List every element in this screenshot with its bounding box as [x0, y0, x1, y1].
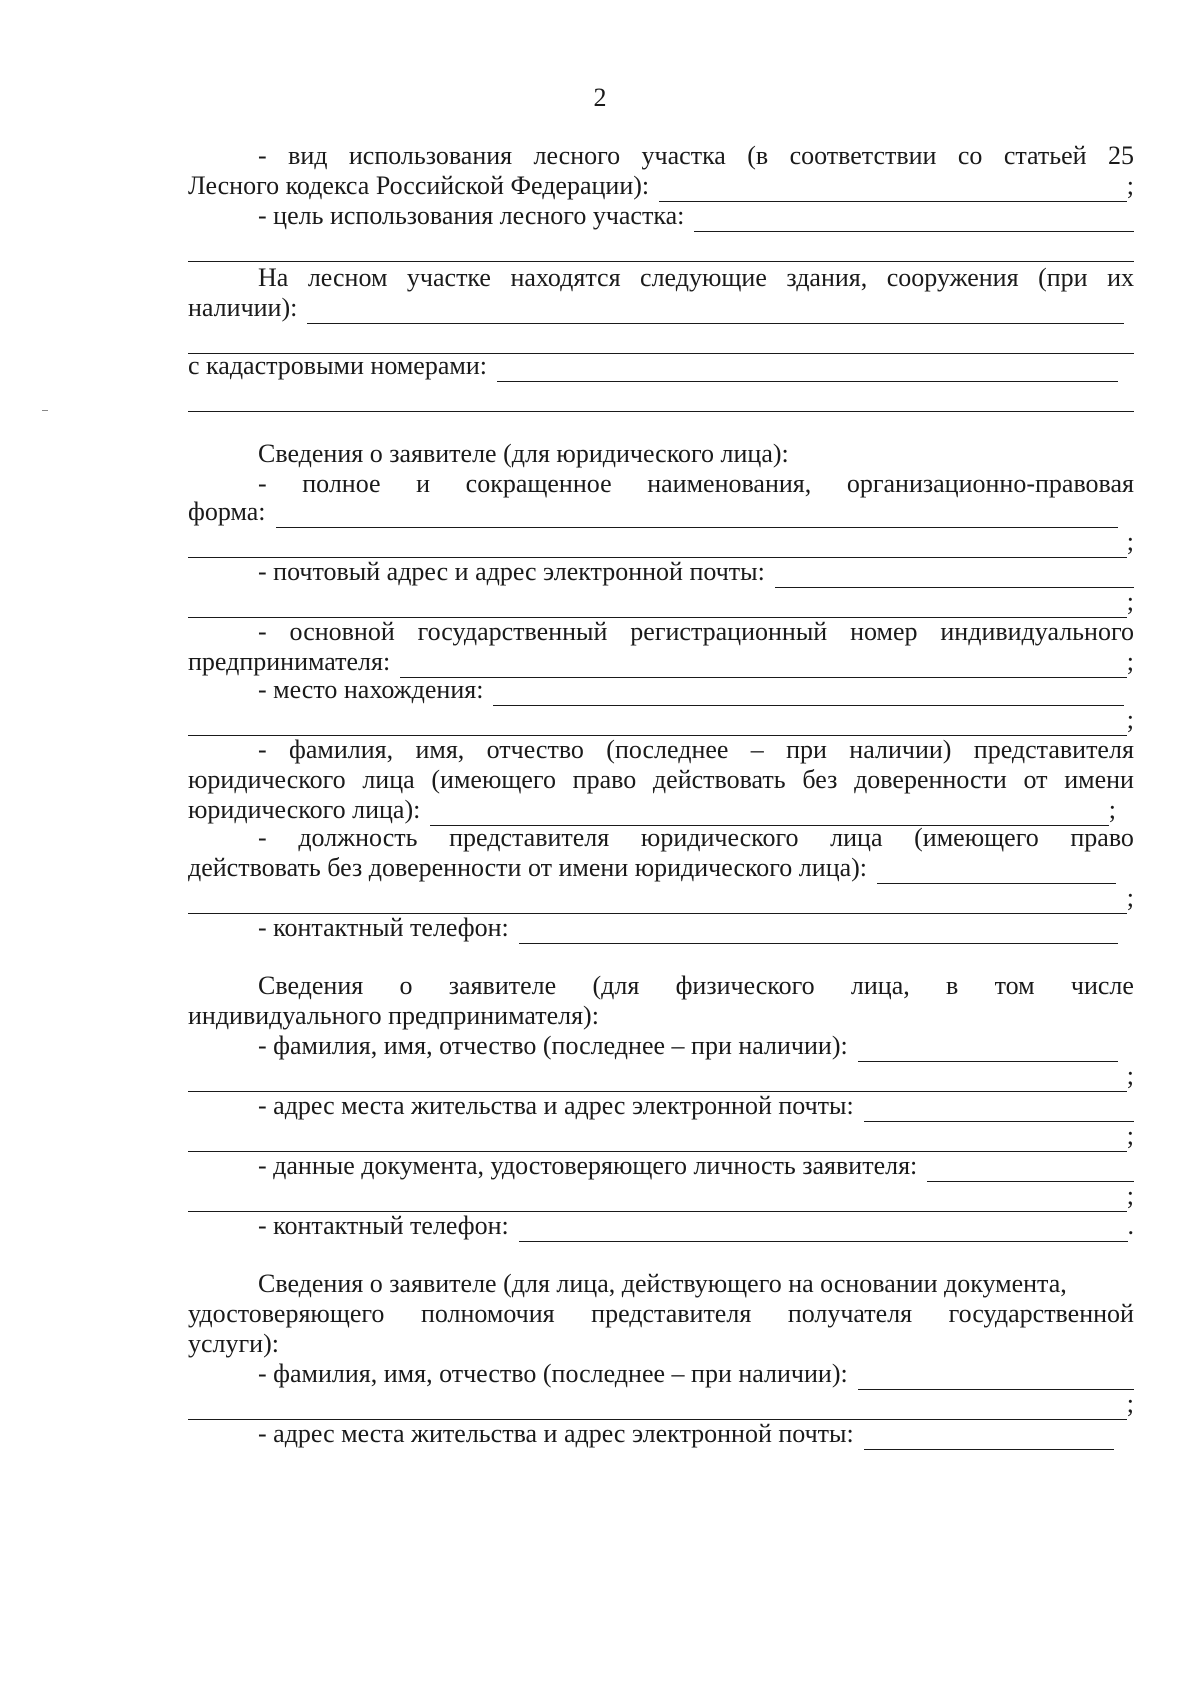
- label-cadastral: с кадастровыми номерами:: [188, 351, 487, 380]
- line-identity-doc: [188, 1150, 1134, 1182]
- line-forest-code: [188, 170, 1134, 202]
- label-entrepreneur: предпринимателя:: [188, 647, 391, 676]
- scan-mark: [42, 410, 48, 411]
- label-address-representative: - адрес места жительства и адрес электронной почты:: [258, 1419, 854, 1448]
- label-legal-entity: юридического лица):: [188, 795, 421, 824]
- field-location[interactable]: [493, 682, 1124, 706]
- semicolon: ;: [1126, 171, 1134, 200]
- semicolon: ;: [1126, 1181, 1134, 1210]
- word: (при: [1038, 263, 1088, 292]
- word: имя,: [415, 735, 465, 764]
- word: юридического: [640, 823, 799, 852]
- word: получателя: [787, 1299, 913, 1328]
- word: наименования,: [647, 469, 812, 498]
- page-number: 2: [593, 83, 607, 112]
- field-identity-doc[interactable]: [927, 1158, 1134, 1182]
- field-position[interactable]: [877, 860, 1116, 884]
- heading-representative: Сведения о заявителе (для лица, действующего на основании документа,: [258, 1269, 1067, 1298]
- word: их: [1107, 263, 1134, 292]
- word: представителя: [973, 735, 1134, 764]
- word: государственной: [948, 1299, 1134, 1328]
- field-address-individual[interactable]: [864, 1098, 1134, 1122]
- word: заявителе: [448, 971, 557, 1000]
- word: (имеющего: [914, 823, 1039, 852]
- field-address-representative[interactable]: [864, 1426, 1114, 1450]
- field-fio-representative-cont[interactable]: [188, 1396, 1127, 1420]
- label-services: услуги):: [188, 1329, 279, 1358]
- line-address-representative: [188, 1418, 1134, 1450]
- label-phone-individual: - контактный телефон:: [258, 1211, 509, 1240]
- word: лица,: [850, 971, 910, 1000]
- label-form: форма:: [188, 497, 266, 526]
- line-blank: [188, 882, 1134, 914]
- label-fio-individual: - фамилия, имя, отчество (последнее – при наличии):: [258, 1031, 848, 1060]
- word: 25: [1107, 141, 1134, 170]
- semicolon: ;: [1126, 527, 1134, 556]
- field-position-cont[interactable]: [188, 890, 1127, 914]
- word: со: [957, 141, 983, 170]
- field-phone-individual[interactable]: [519, 1218, 1128, 1242]
- line-phone-legal: [188, 912, 1134, 944]
- field-fio-individual-cont[interactable]: [188, 1068, 1127, 1092]
- line-land-use-purpose: [188, 200, 1134, 232]
- semicolon: ;: [1126, 1389, 1134, 1418]
- line-representative-auth: [188, 1298, 1134, 1330]
- label-postal: - почтовый адрес и адрес электронной почты:: [258, 557, 765, 586]
- line-form: [188, 496, 1134, 528]
- line-ogrnip: [188, 616, 1134, 648]
- line-location: [188, 674, 1134, 706]
- word: (в: [747, 141, 769, 170]
- line-buildings: [188, 292, 1134, 324]
- field-identity-doc-cont[interactable]: [188, 1188, 1127, 1212]
- field-land-use-purpose[interactable]: [694, 208, 1134, 232]
- word: -: [258, 735, 267, 764]
- word: полномочия: [420, 1299, 555, 1328]
- line-postal: [188, 556, 1134, 588]
- word: лица: [362, 765, 415, 794]
- word: имени: [1064, 765, 1134, 794]
- word: номер: [850, 617, 918, 646]
- heading-individual-cont: индивидуального предпринимателя):: [188, 1001, 599, 1030]
- line-blank: [188, 1388, 1134, 1420]
- word: находятся: [510, 263, 621, 292]
- word: лесном: [307, 263, 388, 292]
- word: отчество: [486, 735, 584, 764]
- field-fio-individual[interactable]: [858, 1038, 1118, 1062]
- word: вид: [288, 141, 328, 170]
- label-location: - место нахождения:: [258, 675, 484, 704]
- field-land-use-type[interactable]: [659, 178, 1127, 202]
- line-blank: [188, 230, 1134, 262]
- line-services: [188, 1328, 1134, 1360]
- word: физического: [675, 971, 815, 1000]
- word: (имеющего: [431, 765, 556, 794]
- word: следующие: [640, 263, 767, 292]
- line-fio-individual: [188, 1030, 1134, 1062]
- word: фамилия,: [289, 735, 394, 764]
- semicolon: ;: [1126, 1061, 1134, 1090]
- field-postal[interactable]: [775, 564, 1134, 588]
- word: о: [399, 971, 413, 1000]
- semicolon: ;: [1126, 883, 1134, 912]
- field-buildings[interactable]: [307, 300, 1124, 324]
- word: том: [994, 971, 1035, 1000]
- field-location-cont[interactable]: [188, 712, 1127, 736]
- word: -: [258, 617, 267, 646]
- field-address-individual-cont[interactable]: [188, 1128, 1127, 1152]
- word: –: [750, 735, 764, 764]
- line-position-cont: [188, 852, 1134, 884]
- line-buildings-intro: [188, 262, 1134, 294]
- label-forest-code: Лесного кодекса Российской Федерации):: [188, 171, 650, 200]
- label-land-use-purpose: - цель использования лесного участка:: [258, 201, 685, 230]
- label-phone-legal: - контактный телефон:: [258, 913, 509, 942]
- line-blank: [188, 704, 1134, 736]
- word: основной: [289, 617, 395, 646]
- word: соответствии: [789, 141, 937, 170]
- field-cadastral[interactable]: [497, 358, 1118, 382]
- field-fio-representative[interactable]: [858, 1366, 1134, 1390]
- word: и: [416, 469, 431, 498]
- word: (для: [592, 971, 640, 1000]
- line-blank: [188, 586, 1134, 618]
- field-land-use-purpose-cont[interactable]: [188, 238, 1134, 262]
- label-fio-representative: - фамилия, имя, отчество (последнее – при наличии):: [258, 1359, 848, 1388]
- line-blank: [188, 380, 1134, 412]
- word: -: [258, 469, 267, 498]
- word: в: [946, 971, 959, 1000]
- word: здания,: [786, 263, 868, 292]
- word: представителя: [449, 823, 610, 852]
- word: полное: [302, 469, 381, 498]
- line-blank: [188, 1120, 1134, 1152]
- word: действовать: [652, 765, 786, 794]
- word: статьей: [1003, 141, 1087, 170]
- word: право: [572, 765, 637, 794]
- word: Сведения: [258, 971, 364, 1000]
- word: от: [1023, 765, 1048, 794]
- line-blank: [188, 1180, 1134, 1212]
- semicolon: ;: [1126, 587, 1134, 616]
- word: сооружения: [886, 263, 1019, 292]
- section-legal-entity: [188, 438, 1134, 470]
- field-phone-legal[interactable]: [519, 920, 1118, 944]
- line-fio-representative: [188, 1358, 1134, 1390]
- word: доверенности: [854, 765, 1007, 794]
- word: числе: [1070, 971, 1134, 1000]
- word: На: [258, 263, 289, 292]
- semicolon: ;: [1126, 647, 1134, 676]
- word: наличии): [849, 735, 952, 764]
- period: .: [1127, 1211, 1134, 1240]
- line-representative-cont: [188, 764, 1134, 796]
- word: участке: [406, 263, 491, 292]
- section-individual: [188, 970, 1134, 1002]
- field-postal-cont[interactable]: [188, 594, 1127, 618]
- section-representative: [188, 1268, 1134, 1300]
- word: организационно-правовая: [846, 469, 1134, 498]
- line-representative: [188, 734, 1134, 766]
- label-position-cont: действовать без доверенности от имени юридического лица):: [188, 853, 868, 882]
- semicolon: ;: [1126, 705, 1134, 734]
- label-address-individual: - адрес места жительства и адрес электронной почты:: [258, 1091, 854, 1120]
- word: без: [802, 765, 838, 794]
- semicolon: ;: [1108, 795, 1116, 824]
- word: при: [786, 735, 827, 764]
- heading-legal-entity: Сведения о заявителе (для юридического лица):: [258, 439, 789, 468]
- word: представителя: [591, 1299, 752, 1328]
- label-identity-doc: - данные документа, удостоверяющего личность заявителя:: [258, 1151, 918, 1180]
- field-cadastral-cont[interactable]: [188, 388, 1134, 412]
- line-blank: [188, 526, 1134, 558]
- line-cadastral: [188, 350, 1134, 382]
- word: лесного: [533, 141, 621, 170]
- word: лица: [830, 823, 883, 852]
- label-buildings: наличии):: [188, 293, 298, 322]
- line-blank: [188, 1060, 1134, 1092]
- word: -: [258, 141, 267, 170]
- semicolon: ;: [1126, 1121, 1134, 1150]
- word: использования: [348, 141, 513, 170]
- line-address-individual: [188, 1090, 1134, 1122]
- word: -: [258, 823, 267, 852]
- word: юридического: [188, 765, 346, 794]
- word: право: [1070, 823, 1134, 852]
- line-position: [188, 822, 1134, 854]
- word: участка: [641, 141, 726, 170]
- word: сокращенное: [465, 469, 612, 498]
- field-org-form[interactable]: [276, 504, 1119, 528]
- word: индивидуального: [940, 617, 1134, 646]
- word: регистрационный: [630, 617, 828, 646]
- word: государственный: [417, 617, 608, 646]
- line-land-use-type: [188, 140, 1134, 172]
- word: удостоверяющего: [188, 1299, 385, 1328]
- field-org-form-cont[interactable]: [188, 534, 1127, 558]
- line-individual-cont: [188, 1000, 1134, 1032]
- word: должность: [298, 823, 418, 852]
- word: (последнее: [606, 735, 729, 764]
- line-phone-individual: [188, 1210, 1134, 1242]
